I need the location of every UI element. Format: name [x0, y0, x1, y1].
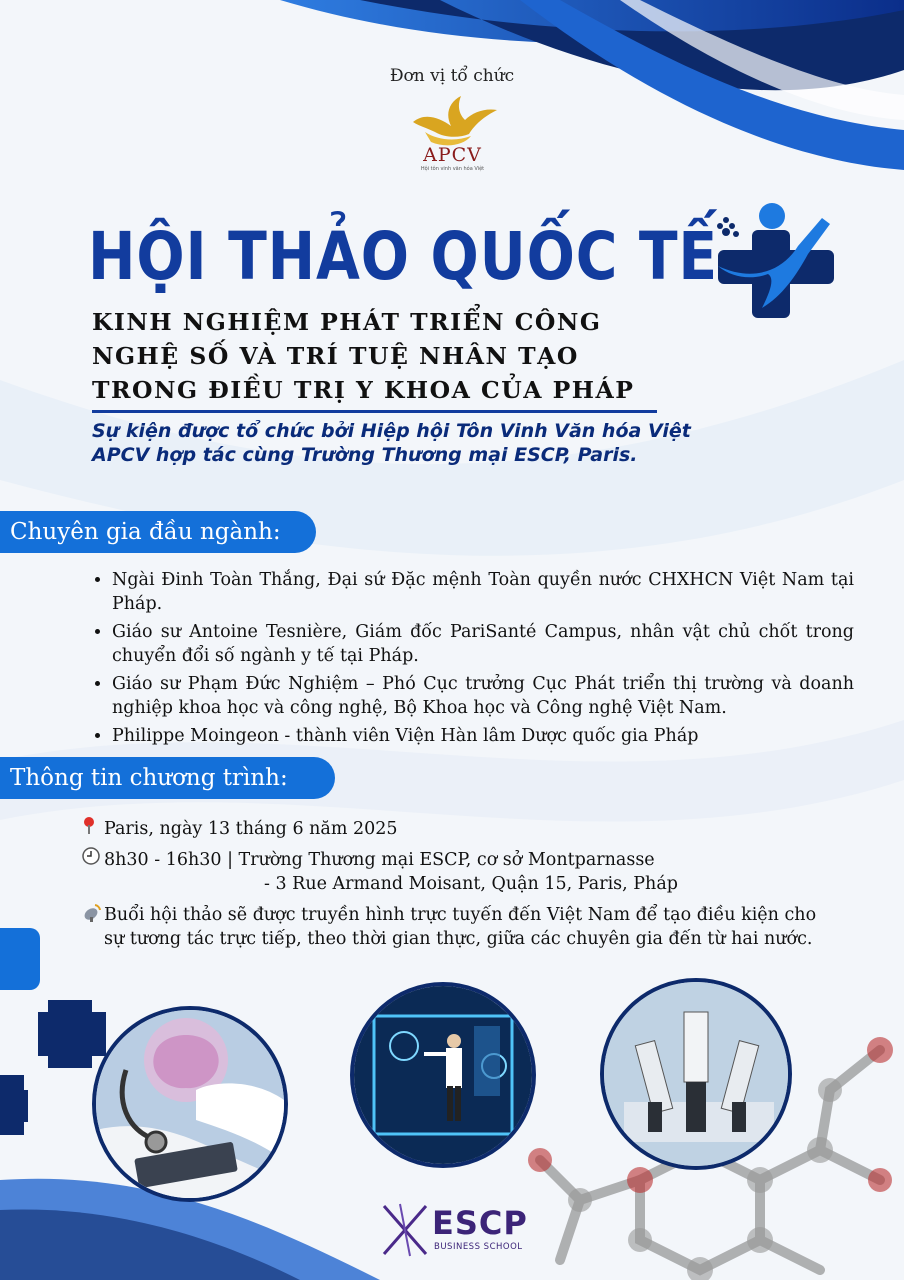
apcv-logo-tagline: Hội tôn vinh văn hóa Việt [420, 166, 485, 172]
program-heading: Thông tin chương trình: [0, 757, 335, 799]
escp-x-icon [380, 1200, 430, 1260]
doctor-ai-photo [92, 1006, 288, 1202]
escp-logo-text: ESCP [432, 1204, 528, 1242]
clock-icon [82, 847, 104, 872]
list-item: • Philippe Moingeon - thành viên Viện Hàn lâm Dược quốc gia Pháp [112, 724, 854, 748]
program-date [82, 816, 842, 841]
program-broadcast [82, 903, 842, 951]
experts-heading: Chuyên gia đầu ngành: [0, 511, 316, 553]
subtitle: KINH NGHIỆM PHÁT TRIỂN CÔNG NGHỆ SỐ VÀ TRÍ TUỆ NHÂN TẠO TRONG ĐIỀU TRỊ Y KHOA CỦA PHÁP [92, 308, 635, 404]
title-divider [92, 410, 657, 413]
escp-logo [380, 1200, 540, 1260]
escp-logo-tagline: BUSINESS SCHOOL [434, 1242, 523, 1252]
broadcast-text: Buổi hội thảo sẽ được truyền hình trực tuyến đến Việt Nam để tạo điều kiện cho sự tương tác trực tiếp, theo thời gian thực, giữa các chuyên gia đến từ hai nước. [104, 905, 817, 949]
pin-icon [82, 816, 104, 841]
medical-cross-figure-icon [712, 200, 842, 320]
organizer-note: Sự kiện được tổ chức bởi Hiệp hội Tôn Vinh Văn hóa Việt APCV hợp tác cùng Trường Thương mại ESCP, Paris. [92, 420, 691, 466]
main-title: HỘI THẢO QUỐC TẾ [88, 218, 719, 295]
date-text: Paris, ngày 13 tháng 6 năm 2025 [104, 819, 398, 839]
apcv-logo-text: APCV [423, 144, 482, 166]
satellite-icon [82, 903, 104, 930]
list-item: • Giáo sư Phạm Đức Nghiệm – Phó Cục trưởng Cục Phát triển thị trường và doanh nghiệp khoa học và công nghệ, Bộ Khoa học và Công nghệ Việt Nam. [112, 672, 854, 720]
organizer-label: Đơn vị tổ chức [389, 66, 515, 86]
medical-logo [712, 200, 842, 320]
list-item: • Giáo sư Antoine Tesnière, Giám đốc PariSanté Campus, nhân vật chủ chốt trong chuyển đổi số ngành y tế tại Pháp. [112, 620, 854, 668]
program-time-venue [82, 847, 842, 872]
holographic-doctor-photo [350, 982, 536, 1168]
robotic-surgery-photo [600, 978, 792, 1170]
experts-list [92, 568, 854, 752]
apcv-logo [405, 92, 500, 174]
time-venue-text: 8h30 - 16h30 | Trường Thương mại ESCP, cơ sở Montparnasse [104, 850, 655, 870]
address-text: - 3 Rue Armand Moisant, Quận 15, Paris, Pháp [264, 874, 678, 894]
list-item: • Ngài Đinh Toàn Thắng, Đại sứ Đặc mệnh Toàn quyền nước CHXHCN Việt Nam tại Pháp. [112, 568, 854, 616]
